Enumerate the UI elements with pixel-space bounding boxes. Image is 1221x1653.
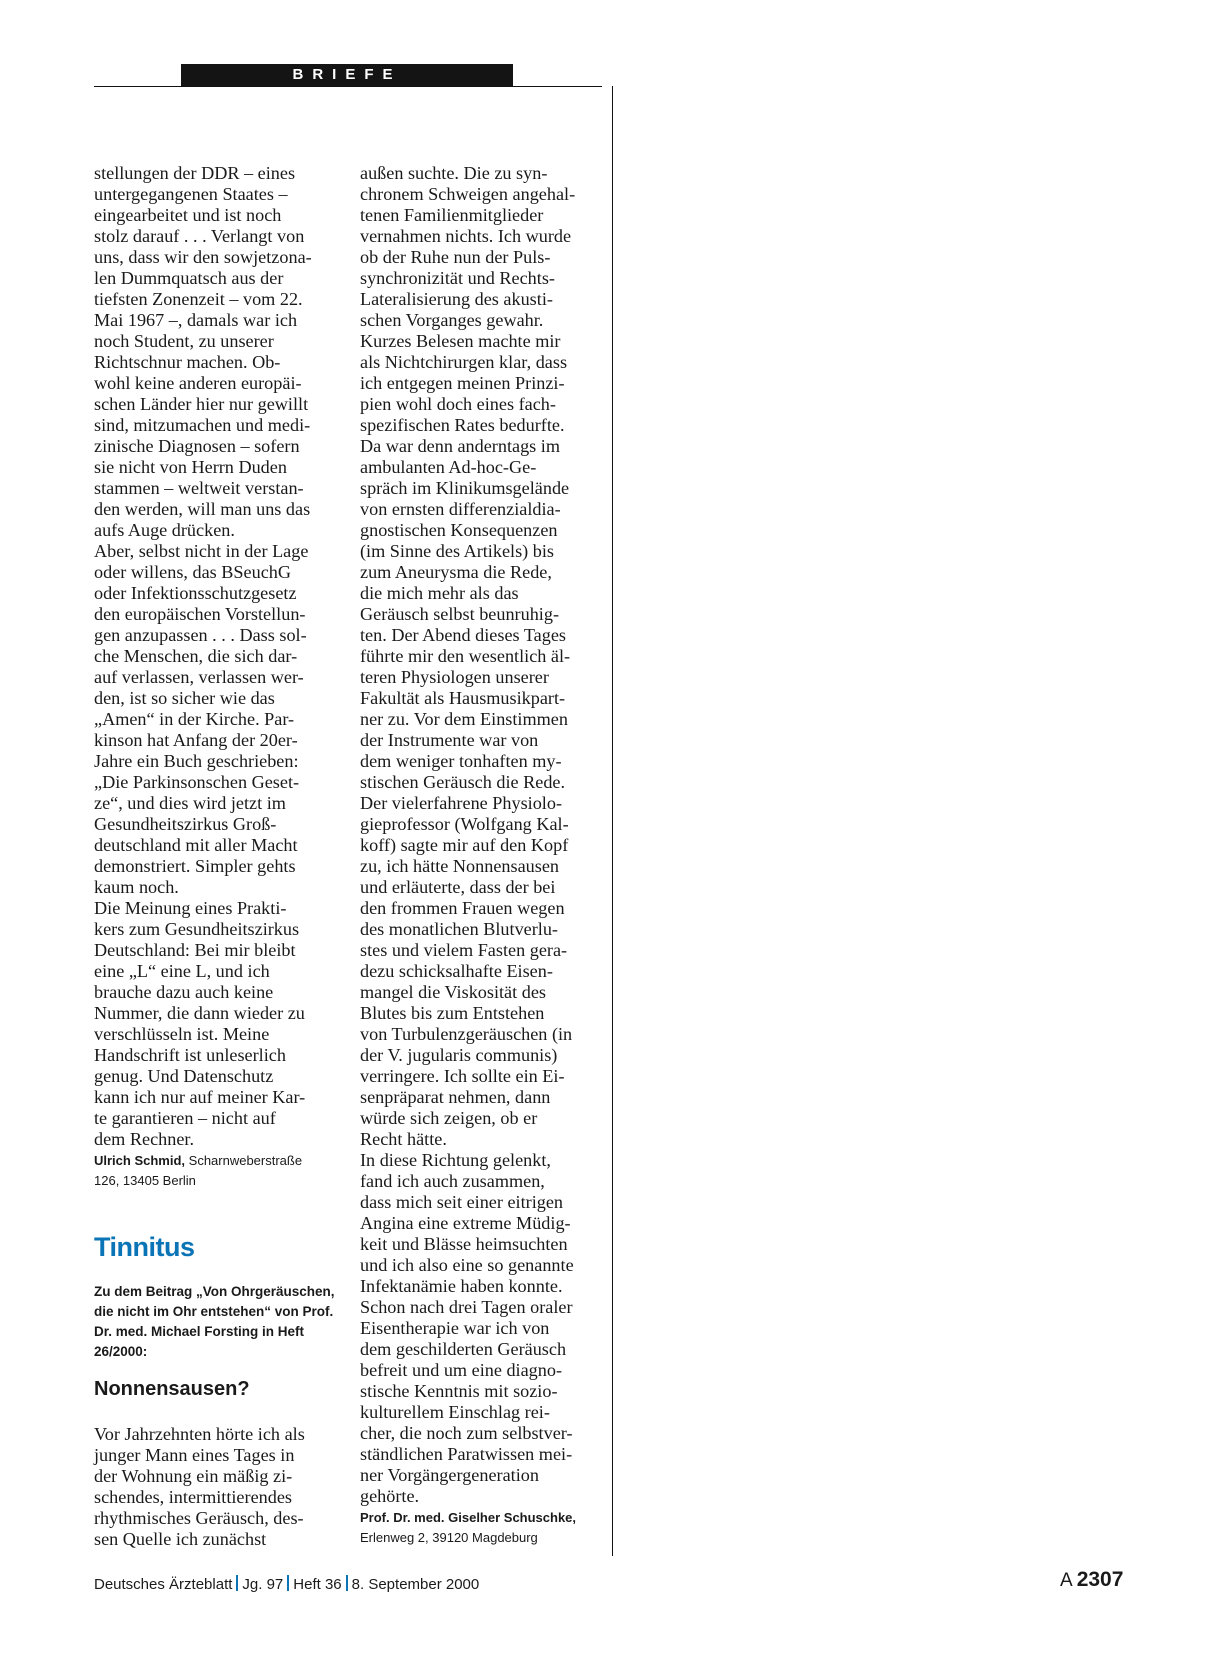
left-paragraph-2: Aber, selbst nicht in der Lage oder willens, das BSeuchG oder Infektionsschutzgesetz den europäischen Vorstellun- gen anzupassen . . . Dass sol- che Menschen, die sich dar- auf verlassen, verlassen wer- den, ist so sicher wie das „Amen“ in der Kirche. Par- kinson hat Anfang der 20er- Jahre ein Buch geschrieben: „Die Parkinsonschen Geset- ze“, und dies wird jetzt im Gesundheitszirkus Groß- deutschland mit aller Macht demonstriert. Simpler gehts kaum noch.	[94, 541, 309, 897]
page-number	[1060, 1568, 1123, 1592]
footer-journal: Deutsches Ärzteblatt	[94, 1576, 233, 1593]
page-footer	[94, 1575, 479, 1593]
left-paragraph-1: stellungen der DDR – eines untergegangenen Staates – eingearbeitet und ist noch stolz darauf . . . Verlangt von uns, dass wir den sowjetzona- len Dummquatsch aus der tiefsten Zonenzeit – vom 22. Mai 1967 –, damals war ich noch Student, zu unserer Richtschnur machen. Ob- wohl keine anderen europäi- schen Länder hier nur gewillt sind, mitzumachen und medi- zinische Diagnosen – sofern sie nicht von Herrn Duden stammen – weltweit verstan- den werden, will man uns das aufs Auge drücken.	[94, 163, 312, 540]
right-column	[360, 163, 610, 1548]
footer-separator	[287, 1575, 289, 1591]
page-number-prefix: A	[1060, 1570, 1073, 1591]
right-signature-address: Erlenweg 2, 39120 Magdeburg	[360, 1530, 538, 1545]
header-rule	[94, 86, 602, 87]
letter-start-paragraph: Vor Jahrzehnten hörte ich als junger Mann eines Tages in der Wohnung ein mäßig zi- schendes, intermittierendes rhythmisches Geräusch, des- sen Quelle ich zunächst	[94, 1424, 305, 1549]
left-column	[94, 163, 344, 1191]
letter-start-column	[94, 1424, 344, 1550]
letter-title: Nonnensausen?	[94, 1378, 250, 1400]
page-number-value: 2307	[1076, 1568, 1124, 1591]
section-header-bar: BRIEFE	[181, 64, 513, 86]
footer-issue: Heft 36	[293, 1576, 342, 1593]
article-reference-intro: Zu dem Beitrag „Von Ohrgeräuschen, die nicht im Ohr entstehen“ von Prof. Dr. med. Michael Forsting in Heft 26/2000:	[94, 1284, 335, 1359]
footer-date: 8. September 2000	[351, 1576, 480, 1593]
left-signature-name: Ulrich Schmid,	[94, 1153, 186, 1168]
column-divider	[612, 86, 613, 1556]
left-signature-address: Scharnweberstraße 126, 13405 Berlin	[94, 1153, 303, 1188]
footer-separator	[236, 1575, 238, 1591]
right-signature	[360, 1508, 610, 1548]
right-paragraph-2: In diese Richtung gelenkt, fand ich auch zusammen, dass mich seit einer eitrigen Angina eine extreme Müdig- keit und Blässe heimsuchten und ich also eine so genannte Infektanämie haben konnte. Schon nach drei Tagen oraler Eisentherapie war ich von dem geschilderten Geräusch befreit und um eine diagno- stische Kenntnis mit sozio- kulturellem Einschlag rei- cher, die noch zum selbstver- ständlichen Paratwissen mei- ner Vorgängergeneration gehörte.	[360, 1150, 574, 1506]
right-signature-name: Prof. Dr. med. Giselher Schuschke,	[360, 1510, 577, 1525]
footer-volume: Jg. 97	[242, 1576, 284, 1593]
section-title-tinnitus: Tinnitus	[94, 1232, 195, 1262]
left-signature	[94, 1151, 344, 1191]
left-paragraph-3: Die Meinung eines Prakti- kers zum Gesundheitszirkus Deutschland: Bei mir bleibt eine „L“ eine L, und ich brauche dazu auch keine Nummer, die dann wieder zu verschlüsseln ist. Meine Handschrift ist unleserlich genug. Und Datenschutz kann ich nur auf meiner Kar- te garantieren – nicht auf dem Rechner.	[94, 898, 306, 1149]
footer-separator	[346, 1575, 348, 1591]
right-paragraph-1: außen suchte. Die zu syn- chronem Schweigen angehal- tenen Familienmitglieder vernahmen nichts. Ich wurde ob der Ruhe nun der Puls- synchronizität und Rechts- Lateralisierung des akusti- schen Vorganges gewahr. Kurzes Belesen machte mir als Nichtchirurgen klar, dass ich entgegen meinen Prinzi- pien wohl doch eines fach- spezifischen Rates bedurfte. Da war denn anderntags im ambulanten Ad-hoc-Ge- spräch im Klinikumsgelände von ernsten differenzialdia- gnostischen Konsequenzen (im Sinne des Artikels) bis zum Aneurysma die Rede, die mich mehr als das Geräusch selbst beunruhig- ten. Der Abend dieses Tages führte mir den wesentlich äl- teren Physiologen unserer Fakultät als Hausmusikpart- ner zu. Vor dem Einstimmen der Instrumente war von dem weniger tonhaften my- stischen Geräusch die Rede. Der vielerfahrene Physiolo- gieprofessor (Wolfgang Kal- koff) sagte mir auf den Kopf zu, ich hätte Nonnensausen und erläuterte, dass der bei den frommen Frauen wegen des monatlichen Blutverlu- stes und vielem Fasten gera- dezu schicksalhafte Eisen- mangel die Viskosität des Blutes bis zum Entstehen von Turbulenzgeräuschen (in der V. jugularis communis) verringere. Ich sollte ein Ei- senpräparat nehmen, dann würde sich zeigen, ob er Recht hätte.	[360, 163, 576, 1149]
